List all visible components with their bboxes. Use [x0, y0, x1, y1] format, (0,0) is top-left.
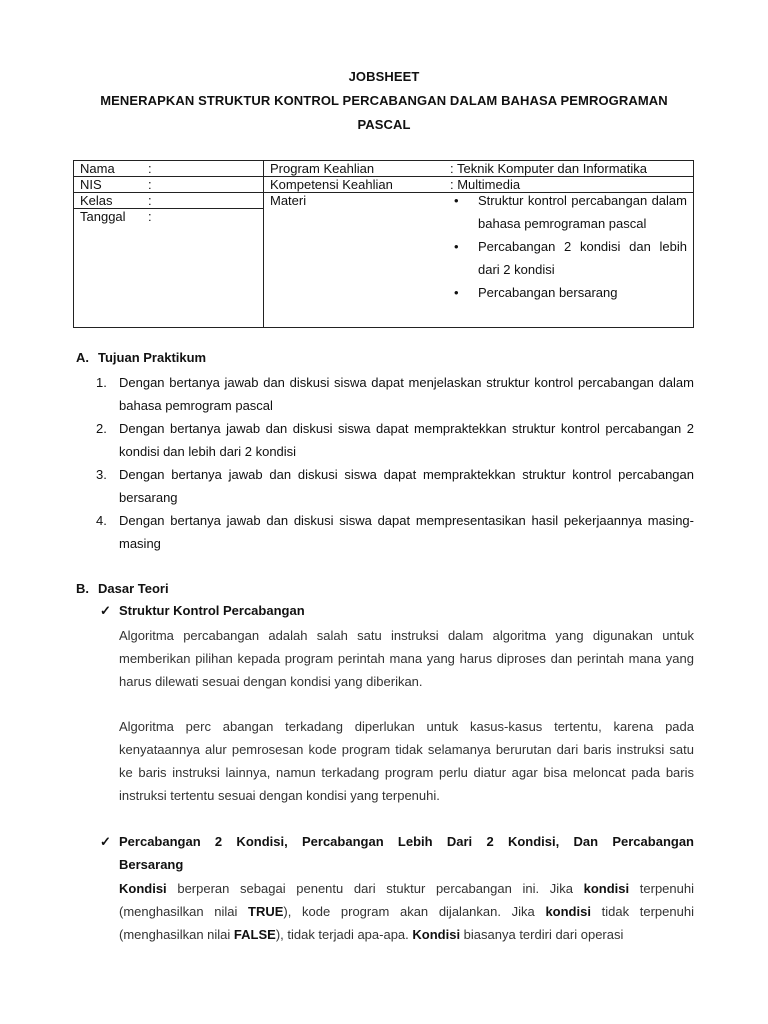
tanggal-label: Tanggal — [80, 209, 126, 224]
materi-item: • Percabangan bersarang — [450, 281, 687, 304]
kompetensi-value: : Multimedia — [450, 177, 521, 192]
check-mark-icon: ✓ — [100, 603, 111, 618]
tanggal-cell — [74, 209, 264, 328]
paragraph: Algoritma perc abangan terkadang diperlukan untuk kasus-kasus tertentu, karena pada kenyataannya alur pemrosesan kode program tidak selamanya berurutan dari baris instruksi satu ke baris instruksi lainnya, namun terkadang program perlu diatur agar bisa meloncat pada baris instruksi tertentu sesuai dengan kondisi yang terpenuhi. — [119, 719, 694, 803]
nama-cell — [74, 161, 264, 177]
list-item: 2. Dengan bertanya jawab dan diskusi siswa dapat mempraktekkan struktur kontrol percabangan 2 kondisi dan lebih dari 2 kondisi — [96, 421, 694, 459]
tanggal-sep: : — [148, 209, 152, 224]
program-label: Program Keahlian — [270, 161, 375, 176]
nama-sep: : — [148, 161, 152, 176]
list-item: 3. Dengan bertanya jawab dan diskusi siswa dapat mempraktekkan struktur kontrol percabangan bersarang — [96, 467, 694, 505]
materi-item: • Struktur kontrol percabangan dalam bahasa pemrograman pascal — [450, 189, 687, 235]
section-b-letter: B. — [76, 581, 89, 596]
paragraph: Kondisi berperan sebagai penentu dari stuktur percabangan ini. Jika kondisi terpenuhi (menghasilkan nilai TRUE), kode program akan dijalankan. Jika kondisi tidak terpenuhi (menghasilkan nilai FALSE), tidak terjadi apa-apa. Kondisi biasanya terdiri dari operasi — [119, 881, 694, 942]
paragraph: Algoritma percabangan adalah salah satu instruksi dalam algoritma yang digunakan untuk memberikan pilihan kepada program perintah mana yang harus diproses dan perintah mana yang harus dilewati sesuai dengan kondisi yang diberikan. — [119, 628, 694, 689]
subsection-title-cont: Bersarang — [119, 857, 184, 872]
nis-sep: : — [148, 177, 152, 192]
section-b-title: Dasar Teori — [98, 581, 169, 596]
kompetensi-label: Kompetensi Keahlian — [270, 177, 393, 192]
tujuan-list — [96, 371, 694, 555]
subsection-title: Percabangan 2 Kondisi, Percabangan Lebih Dari 2 Kondisi, Dan Percabangan — [119, 834, 694, 849]
check-mark-icon: ✓ — [100, 834, 111, 849]
nama-label: Nama — [80, 161, 115, 176]
info-table — [73, 160, 694, 328]
nis-cell — [74, 177, 264, 193]
program-cell — [264, 161, 694, 177]
doc-subtitle-cont: PASCAL — [357, 117, 411, 132]
list-item: 1. Dengan bertanya jawab dan diskusi siswa dapat menjelaskan struktur kontrol percabangan dalam bahasa pemrogram pascal — [96, 375, 694, 413]
list-item: 4. Dengan bertanya jawab dan diskusi siswa dapat mempresentasikan hasil pekerjaannya masing-masing — [96, 513, 694, 551]
section-a-heading — [76, 350, 206, 365]
kelas-cell — [74, 193, 264, 209]
materi-list — [450, 189, 687, 304]
program-value: : Teknik Komputer dan Informatika — [450, 161, 648, 176]
subsection-heading — [100, 830, 694, 876]
materi-label: Materi — [270, 193, 307, 208]
nis-label: NIS — [80, 177, 102, 192]
doc-title: JOBSHEET — [348, 69, 420, 84]
kelas-label: Kelas — [80, 193, 113, 208]
section-b-heading — [76, 581, 169, 596]
subsection-heading — [100, 599, 694, 622]
section-a-letter: A. — [76, 350, 89, 365]
section-a-title: Tujuan Praktikum — [98, 350, 207, 365]
doc-subtitle: MENERAPKAN STRUKTUR KONTROL PERCABANGAN DALAM BAHASA PEMROGRAMAN — [100, 93, 668, 108]
subsection-title: Struktur Kontrol Percabangan — [119, 603, 305, 618]
kelas-sep: : — [148, 193, 152, 208]
materi-item: • Percabangan 2 kondisi dan lebih dari 2 kondisi — [450, 235, 687, 281]
materi-cell — [264, 193, 694, 328]
